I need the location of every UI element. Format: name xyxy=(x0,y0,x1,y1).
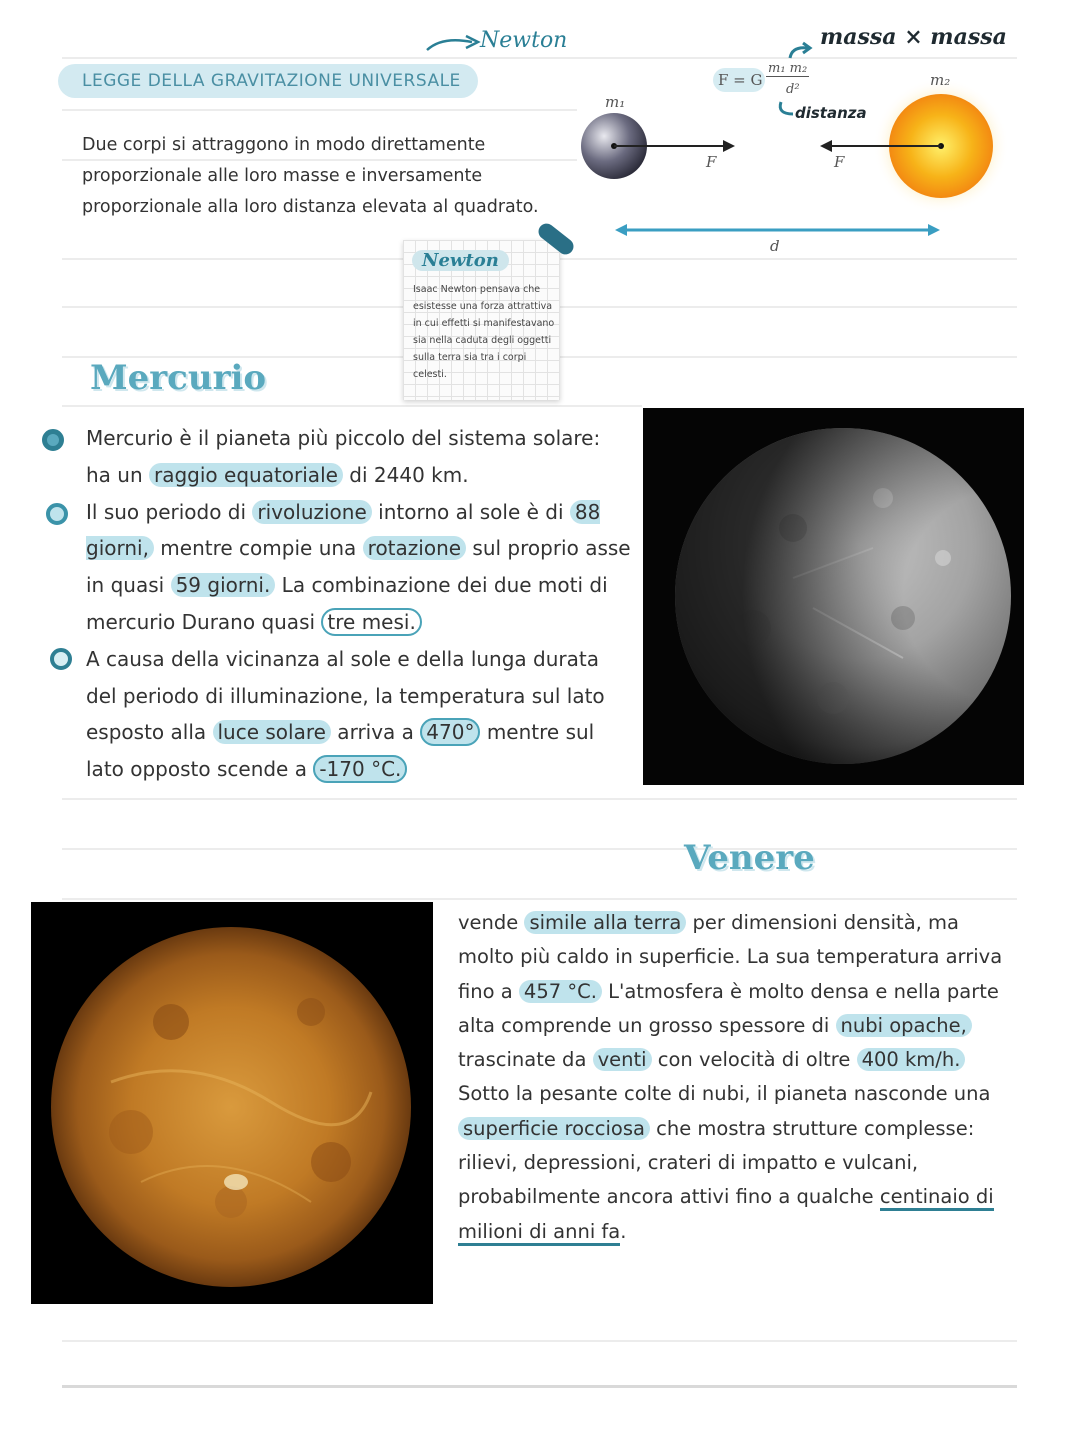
heading-venere: Venere xyxy=(684,838,815,878)
distanza-annotation: distanza xyxy=(795,104,867,122)
venus-planet-image xyxy=(31,902,433,1304)
label-distance: d xyxy=(770,237,780,255)
ruled-line xyxy=(62,848,1017,850)
ruled-line xyxy=(62,1340,1017,1342)
arrow-icon xyxy=(786,40,816,62)
ruled-line xyxy=(62,405,642,407)
ruled-line xyxy=(62,898,1017,900)
mercury-planet-image xyxy=(643,408,1024,785)
formula-numerator: m₁ m₂ xyxy=(768,61,808,76)
massa-annotation: massa × massa xyxy=(820,24,1007,50)
label-m2: m₂ xyxy=(930,71,951,89)
mercurio-text: Mercurio è il pianeta più piccolo del sistema solare: ha un raggio equatoriale di 2440 km. Il suo periodo di rivoluzione intorno al sole è di 88 giorni, mentre compie una rotazione sul proprio asse in quasi 59 giorni. La combinazione dei due moti di mercurio Durano quasi tre mesi. A causa della vicinanza al sole e della lunga durata del periodo di illuminazione, la temperatura sul lato esposto alla luce solare arriva a 470° mentre sul lato opposto scende a -170 °C. xyxy=(86,426,631,782)
page-title: LEGGE DELLA GRAVITAZIONE UNIVERSALE xyxy=(58,64,478,98)
bullet-icon xyxy=(42,429,64,451)
label-force-1: F xyxy=(706,153,717,171)
venere-text: vende simile alla terra per dimensioni densità, ma molto più caldo in superficie. La sua temperatura arriva fino a 457 °C. L'atmosfera è molto densa e nella parte alta comprende un grosso spessore di nubi opache, trascinate da venti con velocità di oltre 400 km/h. Sotto la pesante colte di nubi, il pianeta nasconde una superficie rocciosa che mostra strutture complesse: rilievi, depressioni, crateri di impatto e vulcani, probabilmente ancora attivi fino a qualche centinaio di milioni di anni fa. xyxy=(458,906,1018,1249)
law-definition: Due corpi si attraggono in modo direttamente proporzionale alle loro masse e inversamente proporzionale alla loro distanza elevata al quadrato. xyxy=(82,135,539,217)
label-m1: m₁ xyxy=(605,93,626,111)
label-force-2: F xyxy=(834,153,845,171)
venus-photo xyxy=(31,902,433,1304)
newton-annotation: Newton xyxy=(480,28,568,53)
ruled-line xyxy=(62,57,1017,59)
mercury-photo xyxy=(643,408,1024,785)
bullet-icon xyxy=(50,648,72,670)
bullet-icon xyxy=(46,503,68,525)
formula-denominator: d² xyxy=(786,82,800,97)
ruled-line xyxy=(62,798,1017,800)
heading-mercurio: Mercurio xyxy=(90,358,267,398)
formula-lhs: F = G xyxy=(718,71,763,89)
note-card-title: Newton xyxy=(412,250,509,271)
note-card-text: Isaac Newton pensava che esistesse una forza attrattiva in cui effetti si manifestavano sia nella caduta degli oggetti sulla terra sia tra i corpi celesti. xyxy=(413,284,555,380)
ruled-line xyxy=(62,109,577,111)
ruled-line xyxy=(62,1385,1017,1388)
